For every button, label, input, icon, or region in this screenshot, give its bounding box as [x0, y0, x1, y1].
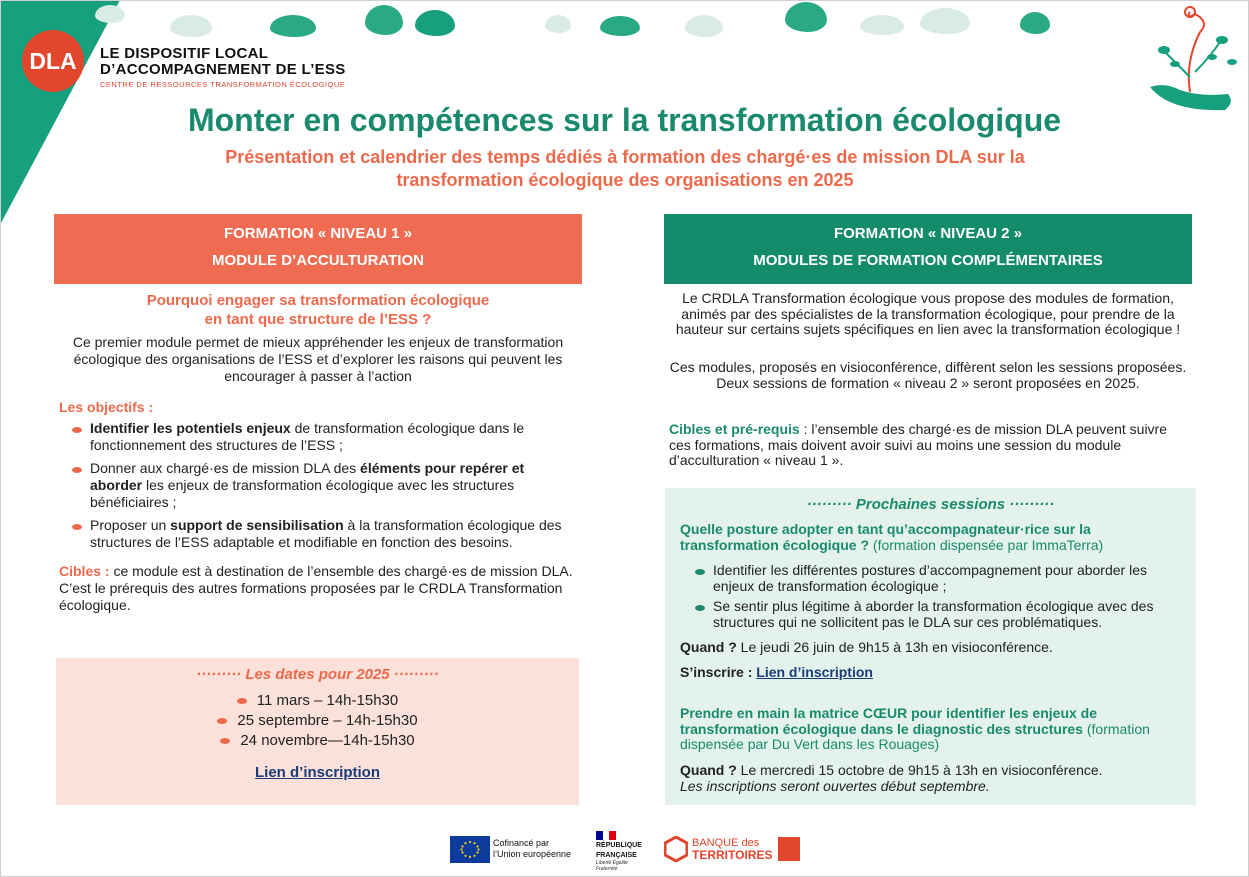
eu-line-2: l’Union européenne	[493, 849, 572, 859]
session1-when	[680, 639, 1053, 655]
rf-motto: Liberté Égalité Fraternité	[596, 860, 628, 872]
session1-register-link[interactable]: Lien d’inscription	[756, 664, 873, 680]
banque-territoires-text	[692, 837, 772, 861]
objective-text: les enjeux de transformation écologique avec les structures bénéficiaires ;	[90, 477, 515, 510]
date-text: 11 mars – 14h-15h30	[256, 692, 399, 709]
decorative-leaf	[170, 15, 212, 37]
date-text: 25 septembre – 14h-15h30	[237, 712, 418, 729]
level1-header	[54, 214, 582, 284]
level1-header-line2: MODULE D’ACCULTURATION	[212, 252, 424, 269]
session2-when	[680, 762, 1185, 794]
session1-provider: (formation dispensée par ImmaTerra)	[869, 536, 1104, 553]
rf-line-1: RÉPUBLIQUE	[596, 842, 642, 849]
objective-text: à la transformation écologique des structures de l’ESS adaptable et modifiable en fonction des besoins.	[90, 517, 562, 550]
dates-box	[56, 658, 579, 805]
session2-when-line	[680, 762, 1185, 778]
page-subtitle: Présentation et calendrier des temps dédiés à formation des chargé·es de mission DLA sur la transformation écologique des organisations en 2025	[225, 147, 1025, 190]
cibles-label: Cibles :	[59, 563, 110, 579]
when-label: Quand ?	[680, 639, 737, 655]
date-item	[56, 711, 579, 731]
decorative-leaf	[365, 5, 403, 35]
dates-title: ········· Les dates pour 2025 ·········	[196, 666, 439, 683]
bullet-icon	[220, 738, 230, 744]
decorative-leaf	[785, 2, 827, 32]
logo-abbr: DLA	[29, 47, 77, 74]
session1-question: Quelle posture adopter en tant qu’accompagnateur·rice sur la transformation écologique ?	[680, 521, 1091, 553]
decorative-leaf	[545, 15, 571, 33]
french-flag-icon	[596, 831, 616, 840]
level2-header-line1: FORMATION « NIVEAU 2 »	[833, 225, 1023, 242]
when-text: Le mercredi 15 octobre de 9h15 à 13h en visioconférence.	[736, 762, 1103, 778]
date-item	[56, 731, 579, 751]
bullet-icon	[237, 698, 247, 704]
logo-line-2: D’ACCOMPAGNEMENT DE L’ESS	[100, 61, 346, 78]
rf-line-2: FRANÇAISE	[596, 852, 637, 859]
level1-question-line2: en tant que structure de l’ESS ?	[204, 311, 432, 328]
bullet-icon	[72, 467, 82, 473]
objective-bold: support de sensibilisation	[170, 517, 344, 533]
cibles-text: : l’ensemble des chargé·es de mission DLA peuvent suivre ces formations, mais doivent avoir suivi au moins une session du module d’acculturation « niveau 1 ».	[669, 421, 1168, 468]
objective-item	[66, 460, 566, 511]
bdt-line-2: TERRITOIRES	[692, 848, 773, 862]
level2-intro-2: Ces modules, proposés en visioconférence, diffèrent selon les sessions proposées. Deux sessions de formation « niveau 2 » seront proposées en 2025.	[669, 359, 1187, 391]
list-item	[689, 598, 1189, 630]
cibles-label: Cibles et pré-requis	[669, 421, 800, 437]
level1-question	[54, 291, 582, 329]
level2-header	[664, 214, 1192, 284]
decorative-leaf	[860, 15, 904, 35]
republique-francaise-logo	[596, 831, 646, 872]
sessions-title: ········· Prochaines sessions ·········	[806, 496, 1055, 513]
cibles-text: ce module est à destination de l’ensemble des chargé·es de mission DLA. C’est le prérequis des autres formations proposées par le CRDLA Transformation écologique.	[59, 563, 573, 613]
objectives-list	[66, 420, 566, 557]
level1-intro: Ce premier module permet de mieux appréhender les enjeux de transformation écologique des organisations de l’ESS et d’explorer les raisons qui peuvent les encourager à passer à l’action	[72, 334, 564, 384]
level1-header-line1: FORMATION « NIVEAU 1 »	[223, 225, 413, 242]
level1-question-line1: Pourquoi engager sa transformation écologique	[146, 292, 490, 309]
sessions-box	[665, 488, 1196, 805]
bdt-line-1: BANQUE des	[692, 837, 760, 849]
objectives-label: Les objectifs :	[59, 399, 154, 415]
level1-register-link[interactable]: Lien d’inscription	[254, 764, 380, 781]
logo-line-1: LE DISPOSITIF LOCAL	[100, 45, 269, 62]
decorative-leaf	[270, 15, 316, 37]
dates-list	[56, 691, 579, 751]
bullet-icon	[217, 718, 227, 724]
when-text: Le jeudi 26 juin de 9h15 à 13h en visioconférence.	[736, 639, 1053, 655]
session1-bullets	[689, 562, 1189, 634]
session2-title	[680, 706, 1185, 753]
decorative-leaf	[600, 16, 640, 36]
session2-question: Prendre en main la matrice CŒUR pour identifier les enjeux de transformation écologique dans le diagnostic des structures	[680, 705, 1098, 737]
decorative-leaf	[415, 10, 455, 36]
objective-pre: Donner aux chargé·es de mission DLA des	[90, 460, 361, 476]
bullet-icon	[695, 569, 705, 575]
caisse-depots-logo	[778, 837, 800, 861]
date-text: 24 novembre—14h-15h30	[240, 732, 415, 749]
bullet-icon	[695, 605, 705, 611]
logo-subtitle: CENTRE DE RESSOURCES TRANSFORMATION ÉCOLOGIQUE	[100, 80, 346, 89]
objective-item	[66, 517, 566, 551]
objective-bold: éléments pour repérer et aborder	[90, 460, 525, 493]
bullet-icon	[72, 427, 82, 433]
date-item	[56, 691, 579, 711]
session1-register	[680, 664, 873, 680]
objective-item	[66, 420, 566, 454]
eu-line-1: Cofinancé par	[493, 838, 550, 848]
level2-header-line2: MODULES DE FORMATION COMPLÉMENTAIRES	[753, 252, 1103, 269]
bullet-text: Identifier les différentes postures d’accompagnement pour aborder les enjeux de transformation écologique ;	[713, 562, 1147, 594]
dla-logo	[22, 30, 84, 92]
decorative-leaf	[920, 8, 970, 34]
page-title: Monter en compétences sur la transformation écologique	[187, 102, 1062, 138]
logo-text-block	[100, 46, 346, 89]
session2-provider: (formation dispensée par Du Vert dans les Rouages)	[680, 720, 1150, 752]
bullet-text: Se sentir plus légitime à aborder la transformation écologique avec des structures qui ne sollicitent pas le DLA sur ces problématiques.	[713, 598, 1154, 630]
eu-cofinance-text	[493, 838, 571, 860]
session1-title	[680, 522, 1180, 553]
register-label: S’inscrire :	[680, 664, 757, 680]
objective-text: de transformation écologique dans le fonctionnement des structures de l’ESS ;	[90, 420, 525, 453]
bullet-icon	[72, 524, 82, 530]
banque-territoires-icon	[664, 836, 688, 862]
list-item	[689, 562, 1189, 594]
eu-flag-icon	[450, 836, 490, 863]
session2-note: Les inscriptions seront ouvertes début septembre.	[680, 778, 990, 794]
decorative-leaf	[685, 15, 723, 37]
level2-cibles	[669, 422, 1189, 469]
objective-bold: Identifier les potentiels enjeux	[90, 420, 291, 436]
decorative-leaf	[1020, 12, 1050, 34]
when-label: Quand ?	[680, 762, 737, 778]
level1-cibles	[59, 563, 579, 614]
level2-intro-1: Le CRDLA Transformation écologique vous propose des modules de formation, animés par des spécialistes de la transformation écologique, pour prendre de la hauteur sur certains sujets spécifiques en lien avec la transformation écologique !	[675, 290, 1181, 337]
objective-pre: Proposer un	[90, 517, 171, 533]
decorative-leaf	[95, 5, 125, 23]
